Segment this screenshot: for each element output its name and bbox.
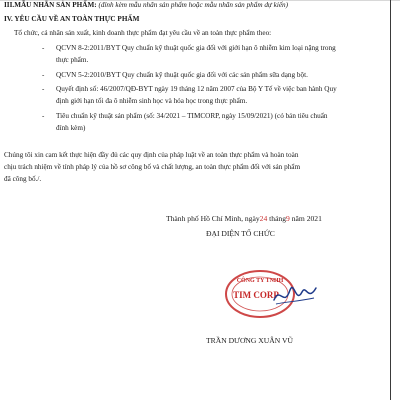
section-iii-line (4, 1, 288, 10)
section-iv-intro: Tổ chức, cá nhân sản xuất, kinh doanh thực phẩm đạt yêu cầu về an toàn thực phẩm theo: (14, 29, 272, 37)
right-margin-line (390, 0, 391, 400)
item-3-line-2: định giới hạn tối đa ô nhiễm sinh học và hóa học trong thực phẩm. (56, 97, 248, 105)
item-1-line-2: thực phẩm. (56, 56, 89, 64)
date-place-prefix: Thành phố Hồ Chí Minh, ngày (166, 214, 260, 223)
item-2-line-1: QCVN 5-2:2010/BYT Quy chuẩn kỹ thuật quốc gia đối với các sản phẩm sữa dạng bột. (56, 71, 308, 79)
date-day: 24 (259, 214, 268, 223)
bullet-4: - (42, 112, 45, 120)
seal-and-signature (216, 268, 326, 318)
date-line (166, 214, 322, 223)
section-iv-heading: IV. YÊU CẦU VỀ AN TOÀN THỰC PHẨM (4, 15, 140, 23)
item-1-line-1: QCVN 8-2:2011/BYT Quy chuẩn kỹ thuật quốc gia đối với giới hạn ô nhiễm kim loại nặng trong (56, 44, 336, 52)
commitment-line-3: đã công bố./. (4, 175, 42, 183)
item-4-line-1: Tiêu chuẩn kỹ thuật sản phẩm (số: 34/2021 – TIMCORP, ngày 15/09/2021) (có bản tiêu chuẩn (56, 112, 328, 120)
date-month: 9 (286, 214, 290, 223)
commitment-line-1: Chúng tôi xin cam kết thực hiện đầy đủ các quy định của pháp luật về an toàn thực phẩm và hoàn toàn (4, 151, 299, 159)
section-iii-heading: III.MẪU NHÃN SẢN PHẨM: (4, 1, 97, 9)
handwritten-signature (274, 287, 316, 300)
item-3-line-1: Quyết định số: 46/2007/QĐ-BYT ngày 19 tháng 12 năm 2007 của Bộ Y Tế về việc ban hành Quy (56, 85, 337, 93)
seal-line-2: TIM CORP (233, 290, 279, 300)
seal-line-1: CÔNG TY TNHH (236, 278, 284, 284)
commitment-line-2: chịu trách nhiệm về tính pháp lý của hồ sơ công bố và chất lượng, an toàn thực phẩm đối với sản phẩm (4, 163, 301, 171)
company-seal-icon (216, 268, 326, 318)
date-year: năm 2021 (291, 214, 322, 223)
section-iii-note: (đính kèm mẫu nhãn sản phẩm hoặc mẫu nhãn sản phẩm dự kiến) (98, 1, 289, 9)
bullet-2: - (42, 71, 45, 79)
signature-underline (276, 298, 314, 304)
representative-name: TRẦN DƯƠNG XUÂN VŨ (206, 336, 293, 345)
bullet-1: - (42, 44, 45, 52)
item-4-line-2: đính kèm) (56, 124, 86, 132)
bullet-3: - (42, 85, 45, 93)
representative-title: ĐẠI DIỆN TỔ CHỨC (206, 229, 275, 238)
date-month-label: tháng (269, 214, 287, 223)
